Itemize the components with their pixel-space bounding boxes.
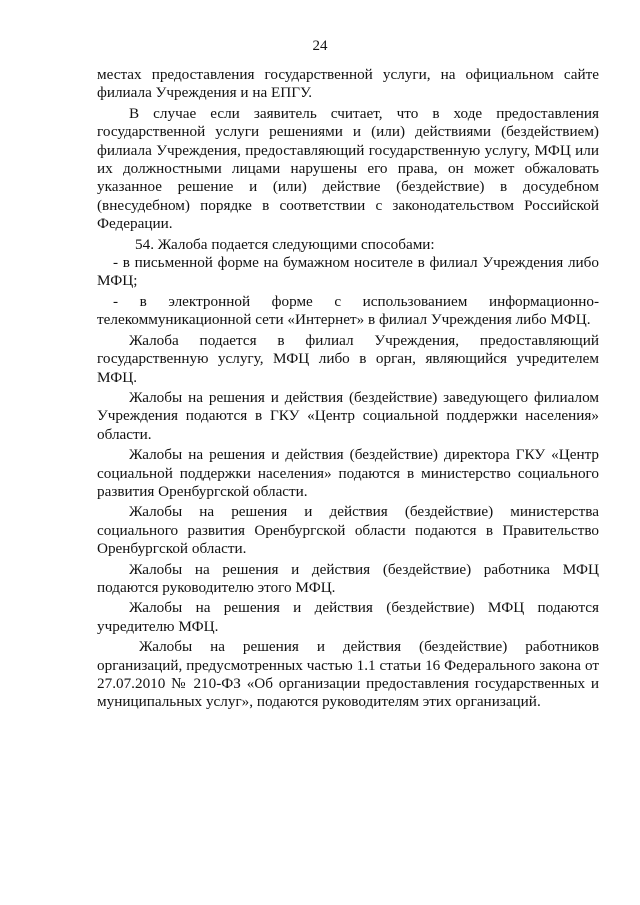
document-body: [97, 66, 599, 712]
paragraph-appeal-right: В случае если заявитель считает, что в ходе предоставления государственной услуги решениями и (или) действиями (бездействием) филиала Учреждения, предоставляющий государственную услугу, МФЦ или их должностными лицами нарушены его права, он может обжаловать указанное решение и (или) действие (бездействие) в досудебном (внесудебном) порядке в соответствии с законодательством Российской Федерации.: [97, 104, 599, 233]
paragraph-branch-head: Жалобы на решения и действия (бездействие) заведующего филиалом Учреждения подаются в ГКУ «Центр социальной поддержки населения» области.: [97, 388, 599, 443]
page-number: 24: [312, 38, 328, 54]
paragraph-mfc-employee: Жалобы на решения и действия (бездействие) работника МФЦ подаются руководителю этого МФЦ.: [97, 560, 599, 596]
paragraph-director: Жалобы на решения и действия (бездействие) директора ГКУ «Центр социальной поддержки населения» подаются в министерство социального развития Оренбургской области.: [97, 446, 599, 500]
paragraph-item-54: 54. Жалоба подается следующими способами:: [135, 235, 435, 253]
list-item-written-form: - в письменной форме на бумажном носителе в филиал Учреждения либо МФЦ;: [97, 254, 599, 290]
paragraph-continuation: местах предоставления государственной услуги, на официальном сайте филиала Учреждения и на ЕПГУ.: [97, 66, 599, 102]
list-item-electronic-form: - в электронной форме с использованием информационно-телекоммуникационной сети «Интернет» в филиал Учреждения либо МФЦ.: [97, 292, 599, 329]
paragraph-ministry: Жалобы на решения и действия (бездействие) министерства социального развития Оренбургской области подаются в Правительство Оренбургской области.: [97, 503, 599, 558]
paragraph-organizations: Жалобы на решения и действия (бездействие) работников организаций, предусмотренных частью 1.1 статьи 16 Федерального закона от 27.07.2010 № 210-ФЗ «Об организации предоставления государственных и муниципальных услуг», подаются руководителям этих организаций.: [97, 638, 599, 711]
paragraph-complaint-filed: Жалоба подается в филиал Учреждения, предоставляющий государственную услугу, МФЦ либо в орган, являющийся учредителем МФЦ.: [97, 331, 599, 386]
paragraph-mfc: Жалобы на решения и действия (бездействие) МФЦ подаются учредителю МФЦ.: [97, 599, 599, 635]
